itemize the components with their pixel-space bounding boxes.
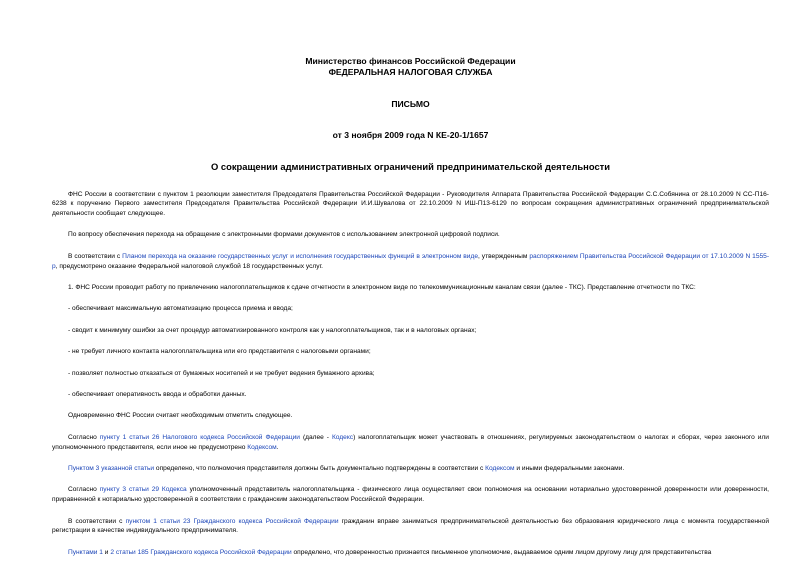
paragraph-text: . (276, 443, 279, 451)
paragraph (52, 190, 769, 219)
document-body (52, 190, 769, 558)
paragraph-text: - обеспечивает максимальную автоматизацию процесса приема и ввода; (68, 305, 293, 313)
paragraph (52, 411, 769, 421)
document-link[interactable]: Кодексом (247, 443, 277, 451)
paragraph (52, 485, 769, 505)
paragraph-text: В соответствии с (68, 252, 123, 260)
document-link[interactable]: Пунктами 1 (68, 548, 103, 556)
paragraph (52, 283, 769, 293)
paragraph-text: По вопросу обеспечения перехода на обращение с электронными формами документов с использованием электронной цифровой подписи. (68, 231, 500, 239)
document-link[interactable]: Пунктом 3 указанной статьи (68, 464, 155, 472)
paragraph-text: ФНС России в соответствии с пунктом 1 резолюции заместителя Председателя Правительства Российской Федерации - Руководителя Аппарата Правительства Российской Федерации С.С.Собянина от 28.10.2009 N СС-П16-6238 к поручению Первого заместителя Председателя Правительства Российской Федерации И.И.Шувалова от 22.10.2009 N ИШ-П13-6129 по вопросам сокращения административных ограничений предпринимательской деятельности сообщает следующее. (52, 190, 769, 218)
paragraph-text: и иными федеральными законами. (514, 464, 625, 472)
paragraph (52, 230, 769, 240)
paragraph-text: Согласно (68, 433, 100, 441)
paragraph-text: - не требует личного контакта налогоплательщика или его представителя с налоговыми органами; (68, 348, 371, 356)
ministry-name: Министерство финансов Российской Федерации (305, 56, 516, 66)
document-link[interactable]: пункту 3 статьи 29 Кодекса (99, 486, 187, 494)
paragraph (52, 433, 769, 453)
paragraph (52, 252, 769, 272)
paragraph-text: Согласно (68, 486, 100, 494)
paragraph (52, 464, 769, 474)
document-link[interactable]: 2 статьи 185 Гражданского кодекса Российской Федерации (110, 548, 292, 556)
document-type: ПИСЬМО (391, 99, 430, 109)
document-link[interactable]: Кодекс (331, 433, 354, 441)
paragraph (52, 548, 769, 558)
paragraph (52, 304, 769, 314)
document-link[interactable]: Кодексом (485, 464, 515, 472)
paragraph-text: ) налогоплательщик может участвовать в отношениях, регулируемых законодательством о налогах и сборах, через законного или уполномоченного представителя, если иное не предусмотрено (52, 433, 769, 451)
paragraph-text: гражданин вправе заниматься предпринимательской деятельностью без образования юридического лица с момента государственной регистрации в качестве индивидуального предпринимателя. (52, 517, 770, 535)
paragraph (52, 347, 769, 357)
paragraph-text: - позволяет полностью отказаться от бумажных носителей и не требует ведения бумажного архива; (68, 369, 375, 377)
paragraph-text: Одновременно ФНС России считает необходимым отметить следующее. (68, 412, 293, 420)
document-link[interactable]: пунктом 1 статьи 23 Гражданского кодекса Российской Федерации (125, 517, 339, 525)
document-link[interactable]: Планом перехода на оказание государственных услуг и исполнения государственных функций в электронном виде (122, 252, 479, 260)
document-link[interactable]: распоряжением Правительства Российской Федерации от 17.10.2009 N 1555-р (52, 252, 770, 270)
paragraph-text: В соответствии с (68, 517, 126, 525)
paragraph-text: , предусмотрено оказание Федеральной налоговой службой 18 государственных услуг. (55, 262, 324, 270)
paragraph (52, 369, 769, 379)
paragraph-text: определено, что полномочия представителя должны быть документально подтверждены в соответствии с (154, 464, 486, 472)
paragraph-text: - обеспечивает оперативность ввода и обработки данных. (68, 391, 247, 399)
paragraph-text: - сводит к минимуму ошибки за счет процедур автоматизированного контроля как у налогоплательщиков, так и в налоговых органах; (68, 326, 477, 334)
document-subject: О сокращении административных ограничений предпринимательской деятельности (210, 161, 611, 172)
paragraph (52, 517, 769, 537)
paragraph-text: (далее - (299, 433, 332, 441)
document-date-number: от 3 ноября 2009 года N КЕ-20-1/1657 (332, 129, 489, 140)
paragraph-text: и (102, 548, 111, 556)
document-link[interactable]: пункту 1 статьи 26 Налогового кодекса Российской Федерации (99, 433, 300, 441)
paragraph-text: определено, что доверенностью признается письменное уполномочие, выдаваемое одним лицом другому лицу для представительства (291, 548, 712, 556)
paragraph-text: 1. ФНС России проводит работу по привлечению налогоплательщиков к сдаче отчетности в электронном виде по телекоммуникационным каналам связи (далее - ТКС). Представление отчетности по ТКС: (68, 284, 696, 292)
service-name: ФЕДЕРАЛЬНАЯ НАЛОГОВАЯ СЛУЖБА (328, 66, 493, 77)
paragraph-text: уполномоченный представитель налогоплательщика - физического лица осуществляет свои полномочия на основании нотариально удостоверенной доверенности или доверенности, приравненной к нотариально удостоверенной в соответствии с гражданским законодательством Российской Федерации. (52, 486, 769, 504)
paragraph (52, 326, 769, 336)
paragraph (52, 390, 769, 400)
paragraph-text: , утвержденным (478, 252, 530, 260)
